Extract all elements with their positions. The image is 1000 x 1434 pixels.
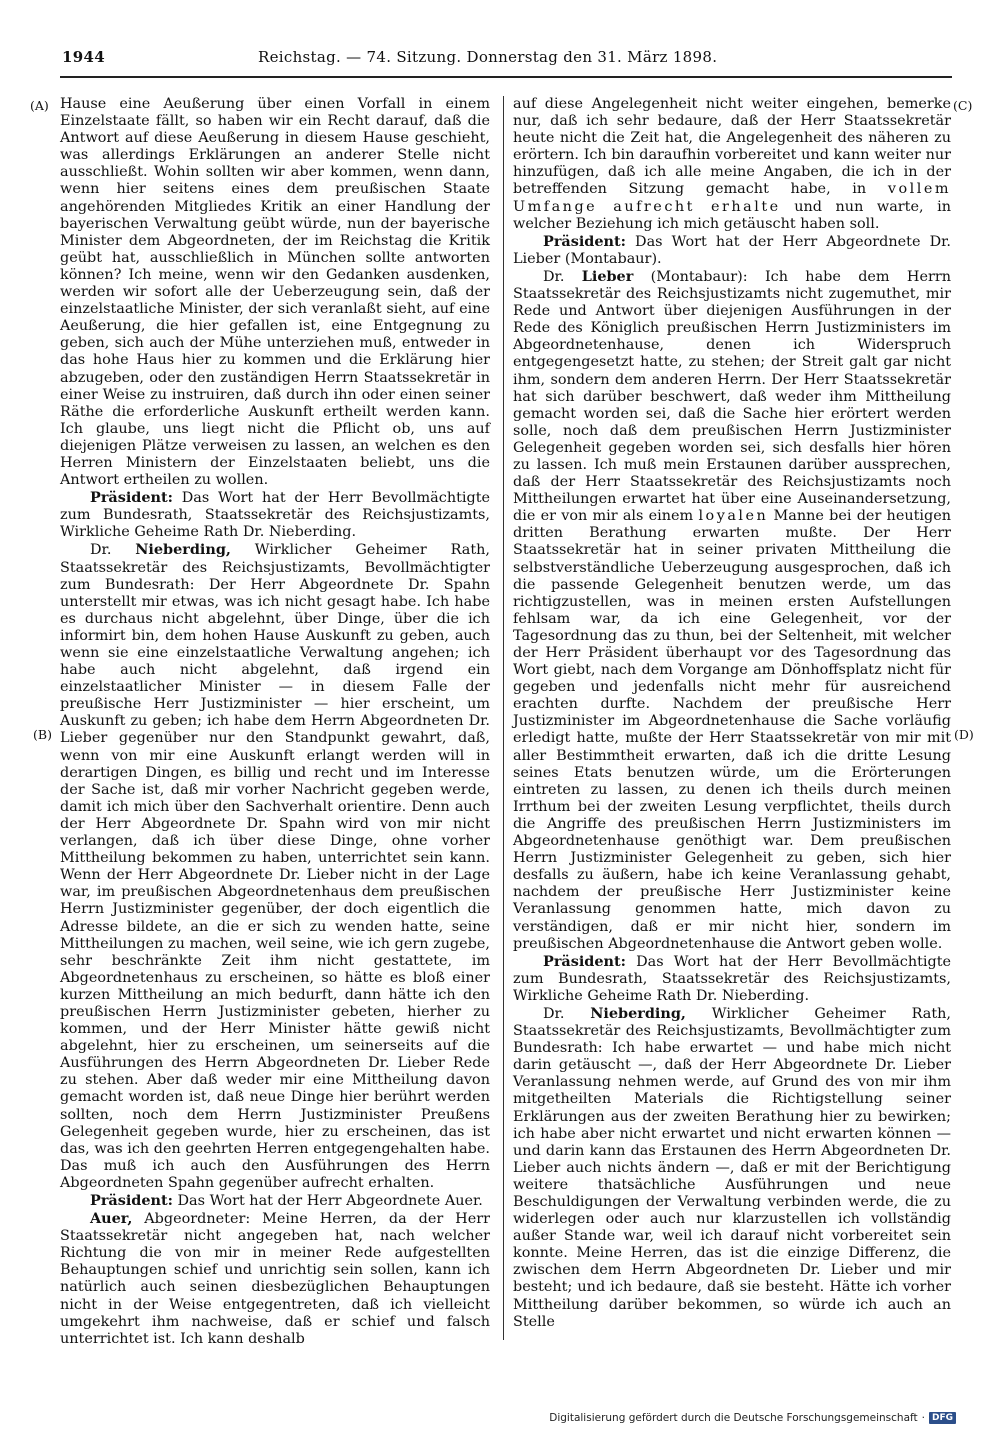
left-text-column xyxy=(60,96,490,1348)
emphasized-text: vollem Umfange aufrecht erhalte xyxy=(513,181,951,215)
dfg-logo: DFG xyxy=(929,1412,956,1424)
speaker-title: Dr. xyxy=(543,268,582,285)
paragraph-text: auf diese Angelegenheit nicht weiter eingehen, bemerke nur, daß ich sehr bedaure, daß der Herr Staatssekretär heute nicht die Zeit hat, die Angelegenheit des näheren zu erörtern. Ich bin daraufhin vorbereitet und kann weiter nur hinzufügen, daß ich alle meine Angaben, die ich in der betreffenden Sitzung gemacht habe, in xyxy=(513,96,951,198)
paragraph-text: Das Wort hat der Herr Abgeordnete Auer. xyxy=(172,1193,483,1209)
speaker-title: Dr. xyxy=(90,542,136,559)
speech-paragraph xyxy=(60,1210,490,1348)
speaker-name: Präsident: xyxy=(543,952,626,970)
footer-separator: · xyxy=(921,1412,925,1424)
speaker-name: Nieberding, xyxy=(135,541,231,559)
speaker-name: Präsident: xyxy=(90,489,173,507)
speech-paragraph xyxy=(60,489,490,541)
footer-text: Digitalisierung gefördert durch die Deutsche Forschungsgemeinschaft xyxy=(549,1412,918,1424)
paragraph-text-tail: Manne bei der heutigen dritten Berathung erwarten mußte. Der Herr Staatssekretär hat in seiner privaten Mittheilung die selbstverständliche Ueberzeugung ausgesprochen, daß ich die passende Gelegenheit benutzen werde, um das richtigzustellen, was in meinen ersten Aufstellungen fehlsam war, da ich eine Gelegenheit, vor der Tagesordnung das zu thun, bei der Seltenheit, mit welcher der Herr Präsident überhaupt vor des Tagesordnung das Wort giebt, nach dem Vorgange am Dönhoffsplatz nicht für gegeben und jedenfalls nicht mehr für ausreichend erachten durfte. Nachdem der preußische Herr Justizminister im Abgeordnetenhause die Sache vorläufig erledigt hatte, mußte der Herr Staatssekretär von mir mit aller Bestimmtheit erwarten, daß ich die dritte Lesung seines Etats benutzen würde, um die Erörterungen eintreten zu lassen, zu denen ich theils durch meinen Irrthum bei der zweiten Lesung verpflichtet, theils durch die Angriffe des preußischen Herrn Justizministers im Abgeordnetenhause genöthigt war. Dem preußischen Herrn Justizminister Gelegenheit zu geben, sich hier desfalls zu äußern, habe ich keine Veranlassung gehabt, nachdem der preußische Herr Justizminister keine Veranlassung genommen hatte, mich davon zu verständigen, daß er mir nicht hier, sondern im preußischen Abgeordnetenhause die Antwort geben wolle. xyxy=(513,508,951,952)
paragraph-text: Das Wort hat der Herr Abgeordnete Dr. Lieber (Montabaur). xyxy=(513,233,951,267)
paragraph-text: Wirklicher Geheimer Rath, Staatssekretär des Reichsjustizamts, Bevollmächtigter zum Bundesrath: Ich habe erwartet — und habe mich nicht darin getäuscht —, daß der Herr Abgeordnete Dr. Lieber Veranlassung nehmen werde, auf Grund des von mir ihm mitgetheilten Materials die Richtigstellung seiner Erklärungen aus der zweiten Berathung hier zu bewirken; ich habe aber nicht erwartet und nicht erwarten können — und darin kann das Erstaunen des Herrn Abgeordneten Dr. Lieber auch nichts ändern —, daß er mit der Berichtigung weitere thatsächliche Ausführungen und neue Beschuldigungen der Verwaltung verbinden werde, die zu widerlegen oder auch nur klarzustellen ich vollständig außer Stande war, weil ich darauf nicht vorbereitet sein konnte. Meine Herren, das ist die einzige Differenz, die zwischen dem Herrn Abgeordneten Dr. Lieber und mir besteht; und ich bedaure, daß sie besteht. Hätte ich vorher Mittheilung darüber bekommen, so würde ich auch an Stelle xyxy=(513,1005,952,1330)
margin-mark-a: (A) xyxy=(30,98,49,113)
paragraph-text: Wirklicher Geheimer Rath, Staatssekretär des Reichsjustizamts, Bevollmächtigter zum Bundesrath: Der Herr Abgeordnete Dr. Spahn unterstellt mir etwas, was ich nicht gesagt habe. Ich habe es durchaus nicht abgelehnt, über Dinge, über die ich informirt bin, dem hohen Hause Auskunft zu geben, auch wenn sie eine einzelstaatliche Verwaltung angehen; ich habe auch nicht abgelehnt, daß irgend ein einzelstaatlicher Minister — in diesem Falle der preußische Herr Justizminister — hier erscheint, um Auskunft zu geben; ich habe dem Herrn Abgeordneten Dr. Lieber gegenüber nur den Standpunkt gewahrt, daß, wenn von mir eine Auskunft erlangt werden will in derartigen Dingen, es billig und recht und im Interesse der Sache ist, daß mir vorher Nachricht gegeben werde, damit ich mich über den Sachverhalt orientire. Denn auch der Herr Abgeordnete Dr. Spahn wird von mir nicht verlangen, daß ich über diese Dinge, ohne vorher Mittheilung bekommen zu haben, unterrichtet sein kann. Wenn der Herr Abgeordnete Dr. Lieber nicht in der Lage war, im preußischen Abgeordnetenhaus dem preußischen Herrn Justizminister gegenüber, der doch eigentlich die Adresse bildete, an die er sich zu wenden hatte, seine Mittheilungen zu machen, weil seine, wie ich gern zugebe, sehr beschränkte Zeit ihm nicht gestattete, im Abgeordnetenhaus zu erscheinen, so hätte es bloß einer kurzen Mittheilung an mich bedurft, dann hätte ich den preußischen Herrn Justizminister gebeten, hierher zu kommen, und der Herr Minister hätte gewiß nicht abgelehnt, hier zu erscheinen, um seinerseits auf die Ausführungen des Herrn Abgeordneten Dr. Lieber Rede zu stehen. Aber daß weder mir eine Mittheilung davon gemacht worden ist, daß neue Dinge hier berührt werden sollten, noch dem Herrn Justizminister Preußens Gelegenheit gegeben wurde, hier zu erscheinen, das ist das, was ich den geehrten Herren entgegengehalten habe. Das muß ich auch den Ausführungen des Herrn Abgeordneten Spahn gegenüber aufrecht erhalten. xyxy=(60,542,491,1191)
speaker-name: Auer, xyxy=(90,1210,133,1228)
running-title: Reichstag. — 74. Sitzung. Donnerstag den 31. März 1898. xyxy=(258,48,718,66)
emphasized-text: loyalen xyxy=(698,508,769,525)
continued-paragraph xyxy=(513,96,951,233)
continued-paragraph xyxy=(60,96,490,489)
speech-paragraph xyxy=(513,233,951,268)
paragraph-text-tail: und nun warte, in welcher Beziehung ich mich getäuscht haben soll. xyxy=(513,198,951,232)
column-divider xyxy=(503,96,504,1340)
paragraph-text: Das Wort hat der Herr Bevollmächtigte zum Bundesrath, Staatssekretär des Reichsjustizamts, Wirkliche Geheime Rath Dr. Nieberding. xyxy=(60,490,490,541)
paragraph-text: Hause eine Aeußerung über einen Vorfall in einem Einzelstaate fällt, so haben wir ein Recht darauf, daß die Antwort auf diese Aeußerung in diesem Hause geschieht, was allerdings Erklärungen an anderer Stelle nicht ausschließt. Wohin sollten wir aber kommen, wenn dann, wenn hier seitens eines dem preußischen Staate angehörenden Mitgliedes Kritik an einer Handlung der bayerischen Verwaltung geübt würde, nun der bayerische Minister dem Abgeordneten, der im Reichstag die Kritik geübt hat, ausschließlich in München sollte antworten können? Ich meine, wenn wir den Gedanken ausdenken, werden wir sofort alle der Ueberzeugung sein, daß der einzelstaatliche Minister, der sich veranlaßt sieht, auf eine Aeußerung, die hier gefallen ist, eine Entgegnung zu geben, sich auch der Mühe unterziehen muß, entweder in das hohe Haus hier zu kommen und die Erklärung hier abzugeben, oder den zuständigen Herrn Staatssekretär in einer Weise zu instruiren, daß durch ihn oder einen seiner Räthe die erforderliche Auskunft ertheilt werden kann. Ich glaube, uns liegt nicht die Pflicht ob, uns auf diejenigen Plätze verweisen zu lassen, an welchen es den Herren Ministern der Einzelstaaten beliebt, uns die Antwort ertheilen zu wollen. xyxy=(60,96,490,489)
speech-paragraph xyxy=(60,1192,490,1210)
margin-mark-c: (C) xyxy=(953,98,973,113)
margin-mark-d: (D) xyxy=(954,727,974,742)
page-header xyxy=(62,48,952,74)
speaker-title: Dr. xyxy=(543,1005,591,1022)
speaker-name: Präsident: xyxy=(543,232,626,250)
paragraph-text: Abgeordneter: Meine Herren, da der Herr Staatssekretär nicht angegeben hat, nach welcher Richtung die von mir in meiner Rede aufgestellten Behauptungen schief und unrichtig sein sollen, kann ich natürlich auch seinen diesbezüglichen Behauptungen nicht in der Weise entgegentreten, daß ich vielleicht umgekehrt ihm nachweise, daß er schief und falsch unterrichtet ist. Ich kann deshalb xyxy=(60,1211,490,1347)
speaker-name: Lieber xyxy=(581,267,634,285)
speech-paragraph xyxy=(513,1005,951,1331)
page-number: 1944 xyxy=(62,48,105,66)
paragraph-text: (Montabaur): Ich habe dem Herrn Staatssekretär des Reichsjustizamts nicht zugemuthet, mir Rede und Antwort über diejenigen Ausführungen in der Rede des Königlich preußischen Herrn Justizministers im Abgeordnetenhause, denen ich Widerspruch entgegengesetzt hatte, zu stehen; der Streit galt gar nicht ihm, sondern dem anderen Herrn. Der Herr Staatssekretär hat sich darüber beschwert, daß weder ihm Mittheilung gemacht worden sei, daß die Sache hier erörtert werden solle, noch daß dem preußischen Herrn Justizminister Gelegenheit gegeben worden sei, sich desfalls hier hören zu lassen. Ich muß mein Erstaunen darüber aussprechen, daß der Herr Staatssekretär des Reichsjustizamts noch Mittheilungen erwartet hat über eine Auseinandersetzung, die er von mir als einem xyxy=(513,268,951,525)
paragraph-text: Das Wort hat der Herr Bevollmächtigte zum Bundesrath, Staatssekretär des Reichsjustizamts, Wirkliche Geheime Rath Dr. Nieberding. xyxy=(513,953,951,1004)
header-rule xyxy=(60,76,952,78)
speaker-name: Präsident: xyxy=(90,1192,173,1209)
margin-mark-b: (B) xyxy=(33,727,52,742)
footer-credit xyxy=(549,1410,956,1426)
speaker-name: Nieberding, xyxy=(590,1004,686,1022)
right-text-column xyxy=(513,96,951,1331)
speech-paragraph xyxy=(513,268,951,953)
speech-paragraph xyxy=(60,541,490,1192)
speech-paragraph xyxy=(513,953,951,1005)
